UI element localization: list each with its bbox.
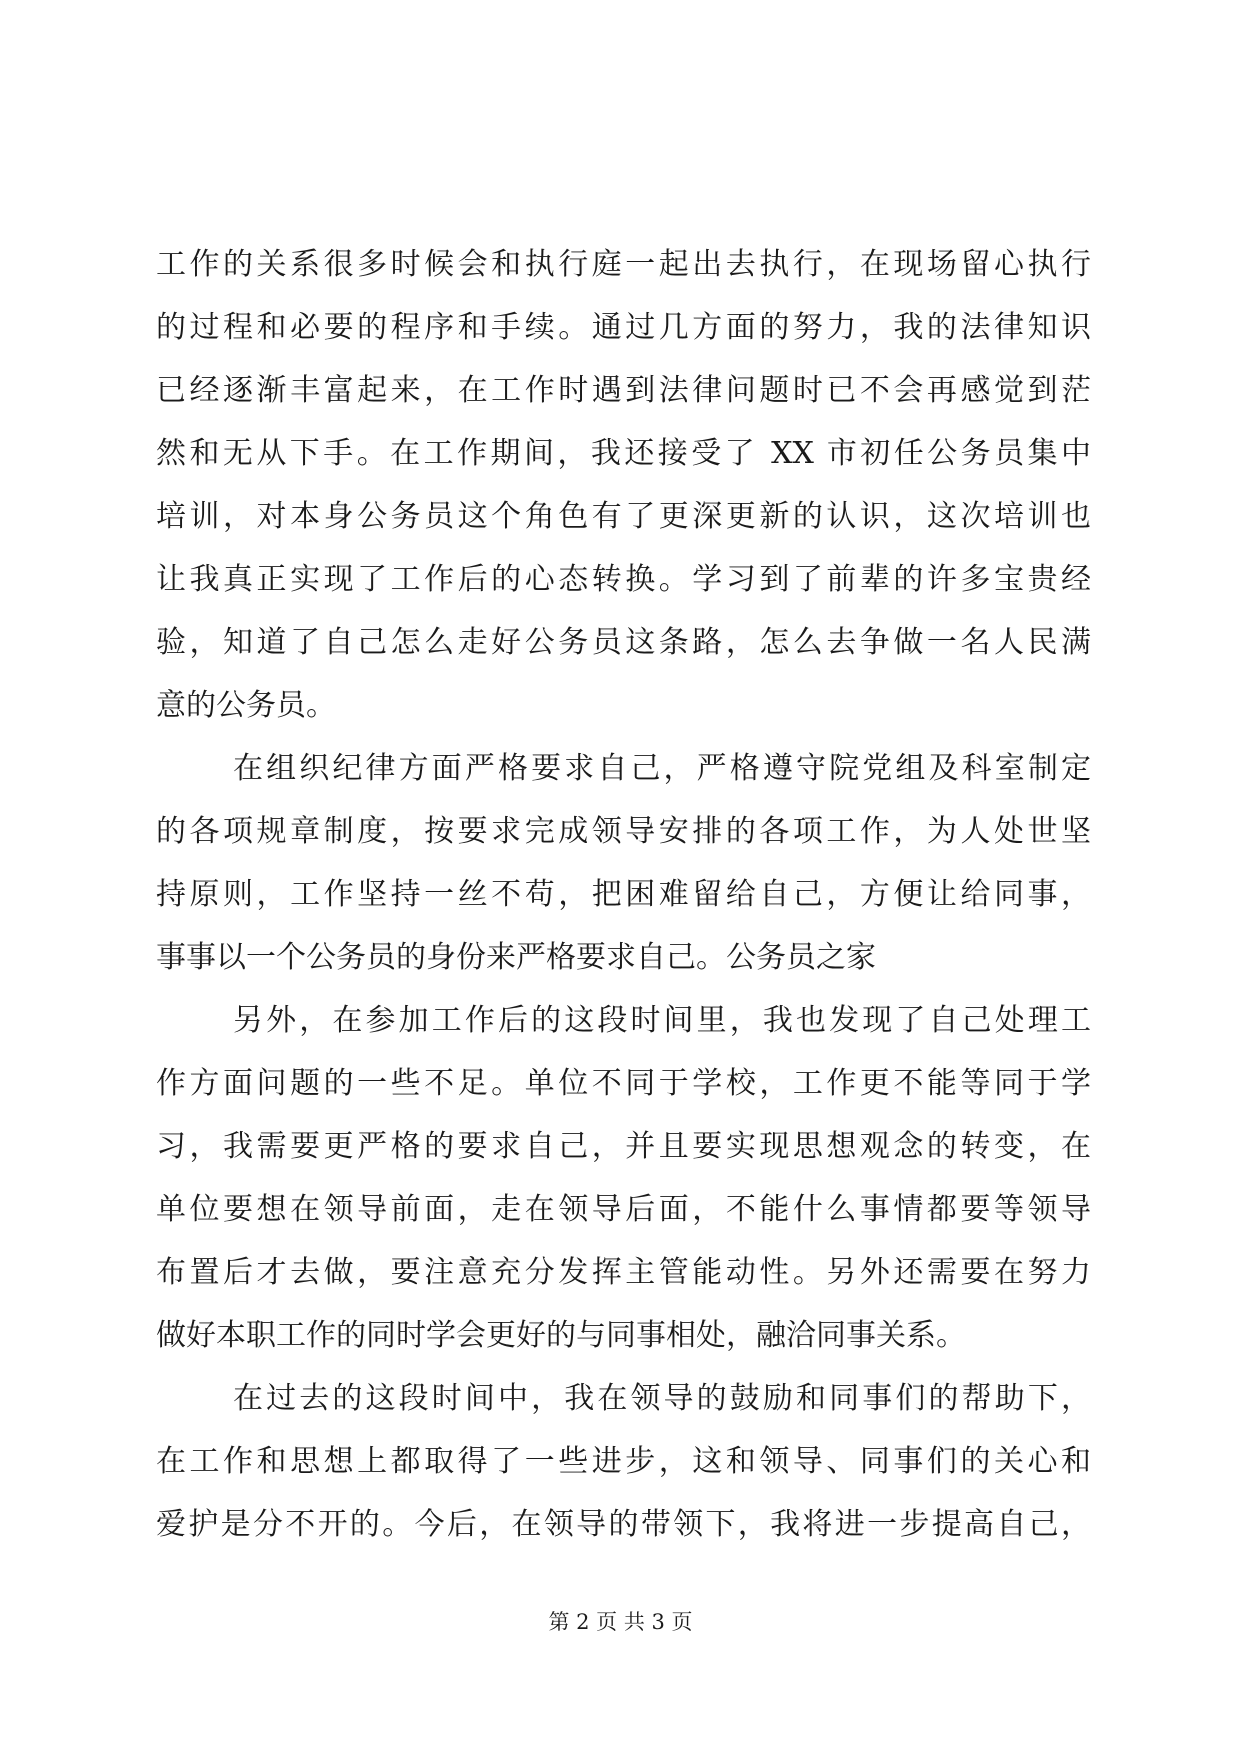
- paragraph-start-line: 在过去的这段时间中，我在领导的鼓励和同事们的帮助下，: [233, 1381, 1091, 1416]
- text-line: 然和无从下手。在工作期间，我还接受了 XX 市初任公务员集中: [156, 436, 1091, 471]
- body-text: [156, 233, 1091, 1556]
- paragraph-start-line: 另外，在参加工作后的这段时间里，我也发现了自己处理工: [233, 1003, 1091, 1038]
- text-line: 布置后才去做，要注意充分发挥主管能动性。另外还需要在努力: [156, 1255, 1091, 1290]
- text-line: 工作的关系很多时候会和执行庭一起出去执行，在现场留心执行: [156, 247, 1091, 282]
- text-line: 爱护是分不开的。今后，在领导的带领下，我将进一步提高自己，: [156, 1507, 1091, 1542]
- text-line: 习，我需要更严格的要求自己，并且要实现思想观念的转变，在: [156, 1129, 1091, 1164]
- page-number-footer: 第 2 页 共 3 页: [548, 1610, 693, 1634]
- text-line: 持原则，工作坚持一丝不苟，把困难留给自己，方便让给同事，: [156, 877, 1091, 912]
- text-line: 单位要想在领导前面，走在领导后面，不能什么事情都要等领导: [156, 1192, 1091, 1227]
- text-line: 的各项规章制度，按要求完成领导安排的各项工作，为人处世坚: [156, 814, 1091, 849]
- text-line: 验，知道了自己怎么走好公务员这条路，怎么去争做一名人民满: [156, 625, 1091, 660]
- text-line: 已经逐渐丰富起来，在工作时遇到法律问题时已不会再感觉到茫: [156, 373, 1091, 408]
- text-line: 事事以一个公务员的身份来严格要求自己。公务员之家: [156, 940, 876, 975]
- text-line: 的过程和必要的程序和手续。通过几方面的努力，我的法律知识: [156, 310, 1091, 345]
- text-line: 意的公务员。: [156, 688, 336, 723]
- text-line: 在工作和思想上都取得了一些进步，这和领导、同事们的关心和: [156, 1444, 1091, 1479]
- text-line: 做好本职工作的同时学会更好的与同事相处，融洽同事关系。: [156, 1318, 966, 1353]
- text-line: 让我真正实现了工作后的心态转换。学习到了前辈的许多宝贵经: [156, 562, 1091, 597]
- paragraph-start-line: 在组织纪律方面严格要求自己，严格遵守院党组及科室制定: [233, 751, 1091, 786]
- text-line: 培训，对本身公务员这个角色有了更深更新的认识，这次培训也: [156, 499, 1091, 534]
- text-line: 作方面问题的一些不足。单位不同于学校，工作更不能等同于学: [156, 1066, 1091, 1101]
